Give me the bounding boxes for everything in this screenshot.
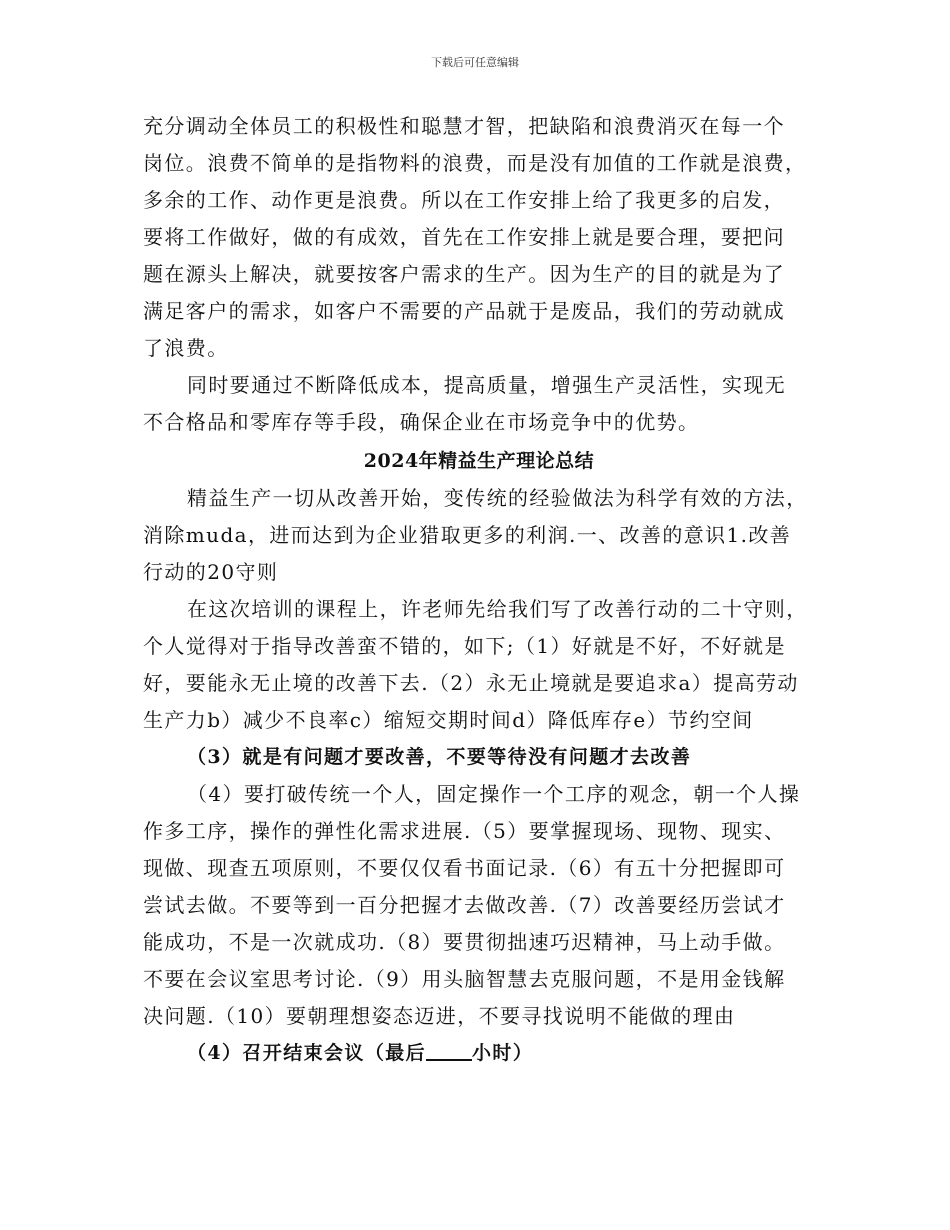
text-line: 充分调动全体员工的积极性和聪慧才智，把缺陷和浪费消灭在每一个 [143,114,785,138]
bold-rule-3: （3）就是有问题才要改善，不要等待没有问题才去改善 [187,746,692,768]
text-line: 不合格品和零库存等手段，确保企业在市场竞争中的优势。 [143,410,700,434]
text-line: （4）要打破传统一个人，固定操作一个工序的观念，朝一个人操 [187,782,801,806]
text-line: 不要在会议室思考讨论.（9）用头脑智慧去克服问题，不是用金钱解 [143,967,786,991]
text-line: 题在源头上解决，就要按客户需求的生产。因为生产的目的就是为了 [143,262,785,286]
paragraph-waste [143,108,815,367]
bold-heading-closing-meeting [143,1035,815,1072]
text-line: 消除muda，进而达到为企业猎取更多的利润.一、改善的意识1.改善 [143,523,792,547]
text-line: 决问题.（10）要朝理想姿态迈进，不要寻找说明不能做的理由 [143,1004,736,1028]
text-line: 生产力b）减少不良率c）缩短交期时间d）降低库存e）节约空间 [143,708,754,732]
text-line: 满足客户的需求，如客户不需要的产品就于是废品，我们的劳动就成 [143,299,785,323]
page-header: 下载后可任意编辑 [431,56,519,69]
text-line: 了浪费。 [143,336,229,360]
text-line: 尝试去做。不要等到一百分把握才去做改善.（7）改善要经历尝试才 [143,893,786,917]
text-line: 能成功，不是一次就成功.（8）要贯彻拙速巧迟精神，马上动手做。 [143,930,786,954]
text-line: 多余的工作、动作更是浪费。所以在工作安排上给了我更多的启发， [143,188,785,212]
text-line: 作多工序，操作的弹性化需求进展.（5）要掌握现场、现物、现实、 [143,819,786,843]
fill-in-blank [426,1037,472,1061]
paragraph-rules [143,776,815,1035]
text-line: 精益生产一切从改善开始，变传统的经验做法为科学有效的方法， [187,486,808,510]
paragraph-training [143,591,815,739]
text-line: 同时要通过不断降低成本，提高质量，增强生产灵活性，实现无 [187,373,787,397]
text-line: 现做、现查五项原则，不要仅仅看书面记录.（6）有五十分把握即可 [143,856,786,880]
document-body [143,108,815,1072]
text-line: 个人觉得对于指导改善蛮不错的，如下;（1）好就是不好，不好就是 [143,634,786,658]
heading-text-before: （4）召开结束会议（最后 [187,1042,427,1064]
heading-text-after: 小时） [472,1042,534,1064]
text-line: 好，要能永无止境的改善下去.（2）永无止境就是要追求a）提高劳动 [143,671,799,695]
text-line: 行动的20守则 [143,560,279,584]
text-line: 岗位。浪费不简单的是指物料的浪费，而是没有加值的工作就是浪费， [143,151,807,175]
text-line: 在这次培训的课程上，许老师先给我们写了改善行动的二十守则， [187,597,808,621]
paragraph-cost [143,367,815,441]
paragraph-lean-intro [143,480,815,591]
text-line: 要将工作做好，做的有成效，首先在工作安排上就是要合理，要把问 [143,225,785,249]
section-title: 2024年精益生产理论总结 [363,450,595,472]
